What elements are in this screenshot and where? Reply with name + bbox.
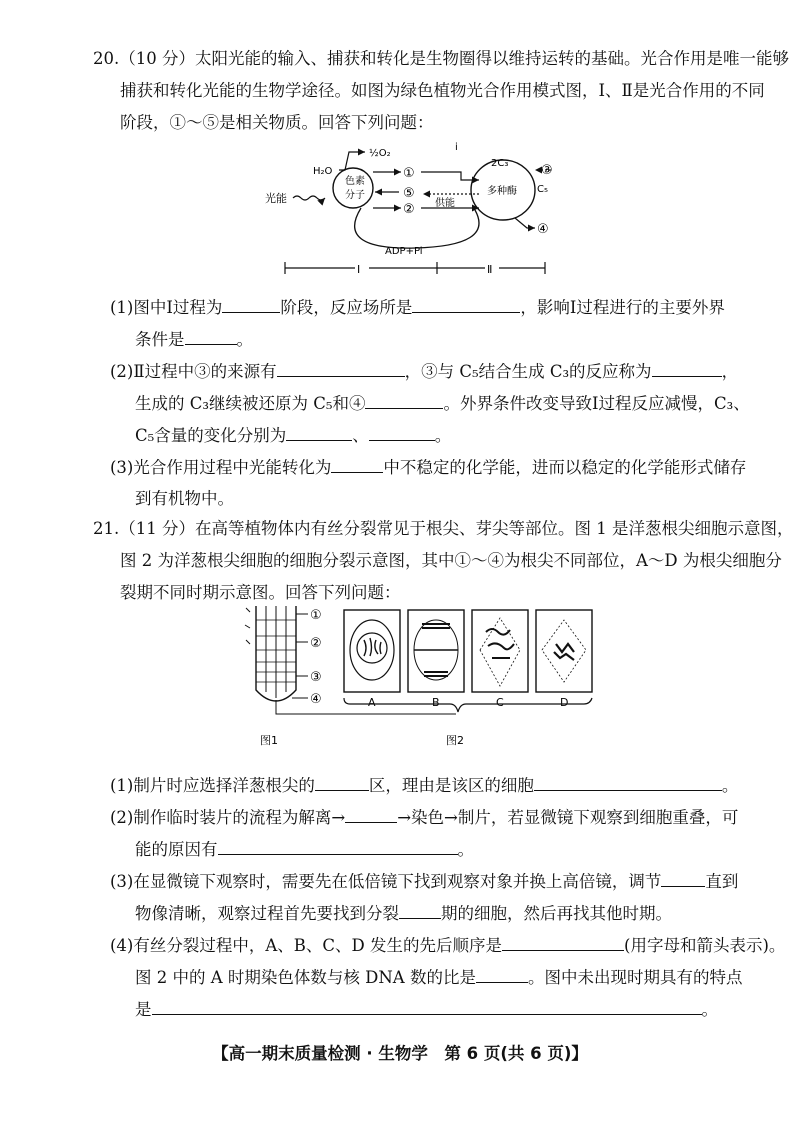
q20-sub2-line3: C₅含量的变化分别为 、 。 [135,426,452,445]
zone-3: ③ [310,670,322,685]
stage-2-label: Ⅱ [487,263,493,276]
figure2-brace [344,698,592,712]
o2-label: ½O₂ [369,148,391,159]
o2-arrow [339,152,365,170]
page-footer: 【高一期末质量检测 · 生物学 第 6 页(共 6 页)】 [212,1044,588,1063]
zone-4: ④ [310,692,322,707]
light-wave-arrow [293,196,325,200]
pigment-molecule-circle [333,168,373,208]
substance-1: ① [403,166,415,181]
zone-2: ② [310,636,322,651]
q20-sub3-line2: 到有机物中。 [135,489,234,508]
q21-sub2-line1: (2)制作临时装片的流程为解离→ →染色→制片，若显微镜下观察到细胞重叠，可 [110,808,739,827]
mitosis-figure [236,602,616,752]
q21-sub3-line1: (3)在显微镜下观察时，需要先在低倍镜下找到观察对象并换上高倍镜，调节 直到 [110,872,739,891]
cell-b [408,610,464,692]
q21-sub3-line2: 物像清晰，观察过程首先要找到分裂 期的细胞，然后再找其他时期。 [135,904,672,923]
substance-4: ④ [537,222,549,237]
c3-label-top: 2C₃ [491,158,509,169]
cell-b-label: B [432,696,440,709]
q21-sub4-line2: 图 2 中的 A 时期染色体数与核 DNA 数的比是 。图中未出现时期具有的特点 [135,968,743,987]
cell-a-label: A [368,696,376,709]
mark-i: i [455,142,458,153]
link-1-to-cycle [421,172,479,180]
supply-label: 供能 [435,198,455,209]
c5-label: C₅ [537,184,548,195]
cell-d-label: D [560,696,569,709]
q21-sub4-line1: (4)有丝分裂过程中，A、B、C、D 发生的先后顺序是 (用字母和箭头表示)。 [110,936,786,955]
substance-5: ⑤ [403,186,415,201]
q20-stem-line2: 捕获和转化光能的生物学途径。如图为绿色植物光合作用模式图，Ⅰ、Ⅱ是光合作用的不同 [120,81,765,100]
cell-d [536,610,592,692]
pigment-label-1: 色素 [345,176,365,187]
q20-sub1-line1: (1)图中Ⅰ过程为 阶段，反应场所是 ，影响Ⅰ过程进行的主要外界 [110,298,725,317]
stage-1-label: Ⅰ [357,263,361,276]
fig2-caption: 图2 [446,734,464,747]
cell-a [344,610,400,692]
q21-stem-line2: 图 2 为洋葱根尖细胞的细胞分裂示意图，其中①～④为根尖不同部位，A～D 为根尖细胞分 [120,551,782,570]
q20-stem-line3: 阶段，①～⑤是相关物质。回答下列问题： [120,113,434,132]
q21-sub2-line2: 能的原因有 。 [135,840,474,859]
q21-sub4-line3: 是 。 [135,1000,718,1019]
pigment-label-2: 分子 [345,190,365,201]
q20-sub1-line2: 条件是 。 [135,330,253,349]
substance-3: ③ [541,163,553,178]
enzyme-label: 多种酶 [487,186,517,197]
substance-2: ② [403,202,415,217]
q21-stem-line1: 21.（11 分）在高等植物体内有丝分裂常见于根尖、芽尖等部位。图 1 是洋葱根尖细胞示意图， [93,519,794,538]
q21-stem-line3: 裂期不同时期示意图。回答下列问题： [120,583,401,602]
cell-c [472,610,528,692]
output-4-arrow [515,218,535,228]
zone-1: ① [310,608,322,623]
adp-loop [355,208,479,248]
h2o-label: H₂O [313,166,333,177]
q20-sub2-line2: 生成的 C₃继续被还原为 C₅和④ 。外界条件改变导致Ⅰ过程反应减慢，C₃、 [135,394,750,413]
fig1-caption: 图1 [260,734,278,747]
q20-stem-line1: 20.（10 分）太阳光能的输入、捕获和转化是生物圈得以维持运转的基础。光合作用是唯一能够 [93,49,789,68]
root-tip-figure1 [245,606,308,701]
photosynthesis-diagram [265,140,555,285]
light-energy-label: 光能 [265,192,287,205]
q20-sub3-line1: (3)光合作用过程中光能转化为 中不稳定的化学能，进而以稳定的化学能形式储存 [110,458,747,477]
q21-sub1: (1)制片时应选择洋葱根尖的 区，理由是该区的细胞 。 [110,776,739,795]
q20-sub2-line1: (2)Ⅱ过程中③的来源有 ，③与 C₅结合生成 C₃的反应称为 ， [110,362,739,381]
cell-c-label: C [496,696,504,709]
adp-label: ADP+Pi [385,246,423,257]
